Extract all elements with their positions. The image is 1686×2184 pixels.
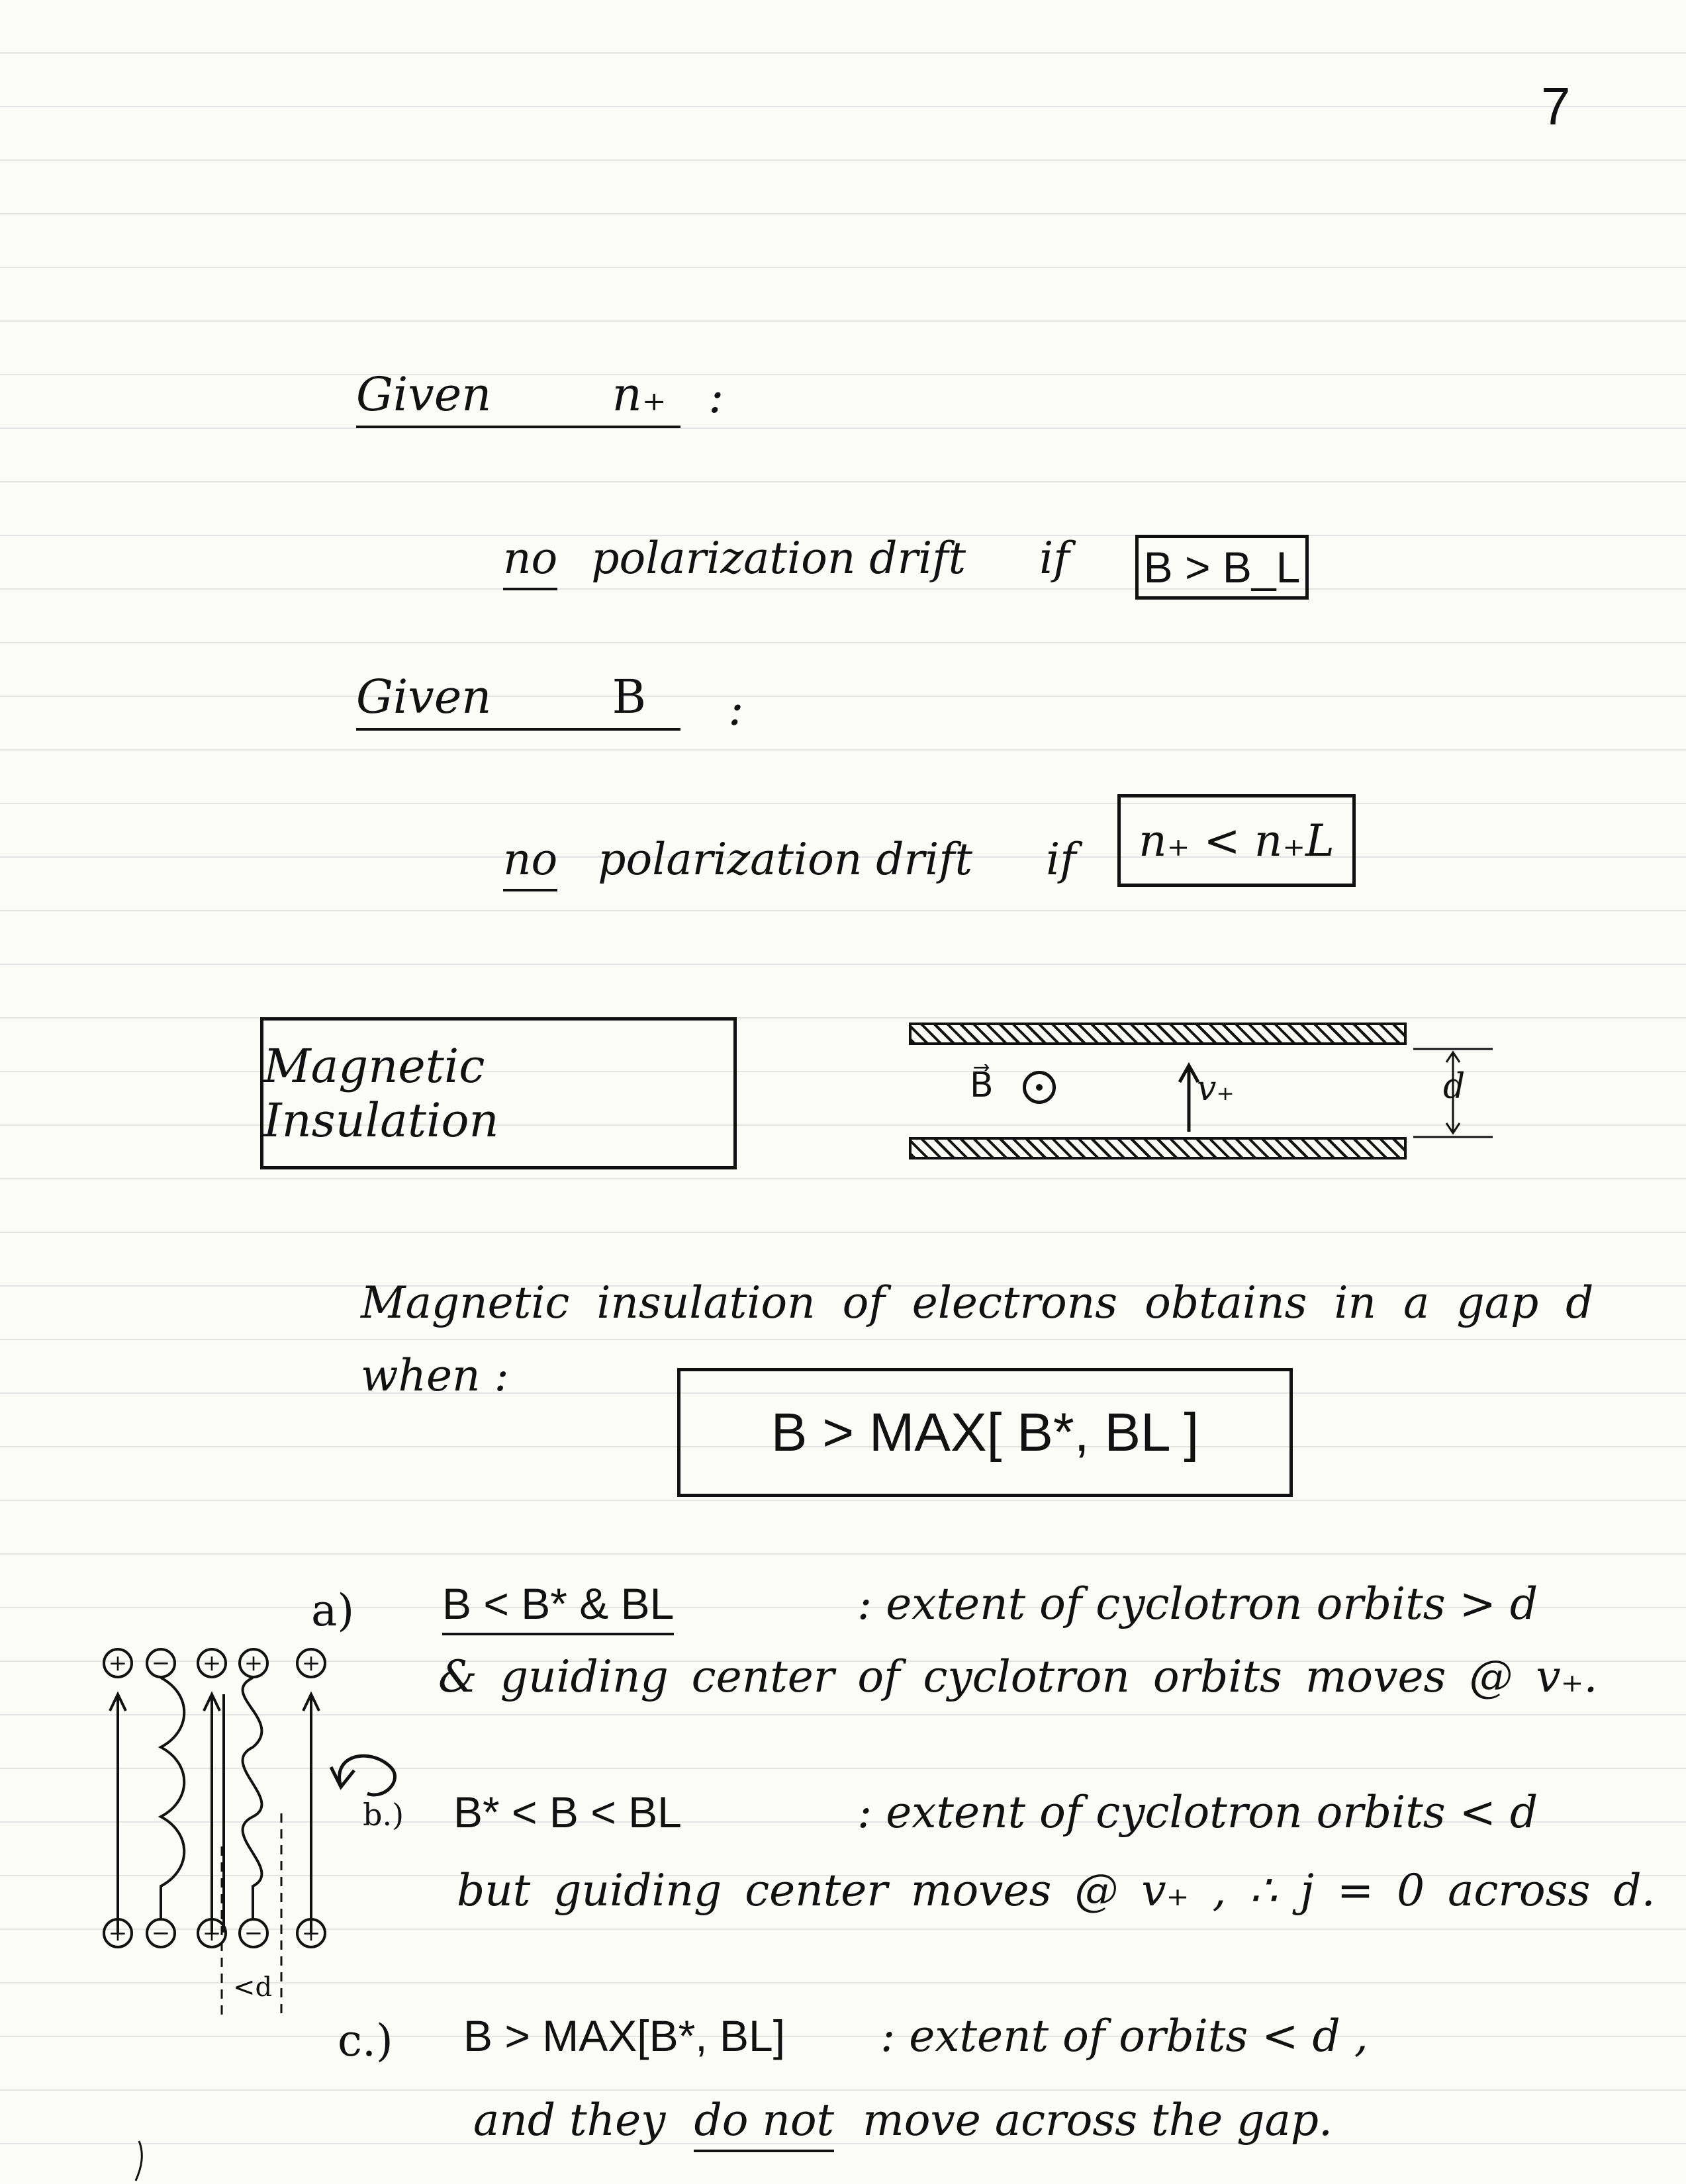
given-variable: B [612,670,647,724]
charge-sign: + [202,1920,222,1946]
given-label: Given [356,670,492,724]
insulation-criterion: B > MAX[ B*, BL ] [771,1402,1199,1463]
charge-sign: + [301,1920,321,1946]
page-number: 7 [1541,77,1571,136]
charge-circle [197,1648,227,1678]
condition-text: polarization drift [598,834,973,885]
charge-circle [238,1648,269,1678]
case-c-emphasis: do not [694,2095,834,2152]
section-title: Magnetic Insulation [263,1039,499,1148]
intro-line-1: Magnetic insulation of electrons obtains in a gap d [361,1277,1594,1328]
sketch-gap-label: <d [233,1972,273,2003]
charge-sign: + [202,1650,222,1676]
charge-sign: + [108,1920,128,1946]
no-word: no [503,834,557,891]
gap-dimension [1413,1049,1493,1137]
gap-label: d [1443,1067,1466,1107]
charge-sign: − [151,1920,171,1946]
b-field-label: B⃗ [970,1066,994,1105]
given-colon-2: : [728,682,744,736]
if-word: if [1039,533,1070,584]
charge-sign: + [301,1650,321,1676]
case-c-line-2-start: and they [473,2095,666,2146]
charge-circle [103,1918,133,1948]
given-variable: n₊ [612,367,667,422]
case-a-condition: B < B* & BL [442,1578,674,1635]
case-a-label: a) [311,1585,355,1636]
charge-circle [296,1918,326,1948]
charge-circle [103,1648,133,1678]
case-c-label: c.) [338,2015,393,2066]
case-c-line-1: : extent of orbits < d , [880,2011,1368,2062]
given-colon-1: : [708,369,724,424]
intro-line-2: when : [361,1350,509,1401]
case-c-condition: B > MAX[B*, BL] [463,2011,786,2060]
charge-circle [296,1648,326,1678]
charge-circle [197,1918,227,1948]
return-arrow-icon [331,1756,395,1795]
velocity-arrow [1180,1066,1198,1132]
charge-sign: − [244,1920,263,1946]
boxed-result-text: B > B_L [1143,543,1301,592]
case-b-condition: B* < B < BL [453,1788,682,1837]
boxed-result-text: n₊ < n₊L [1139,815,1335,866]
charge-circle [146,1648,176,1678]
case-b-label: b.) [363,1797,404,1833]
margin-stroke [136,2141,142,2181]
if-word: if [1046,834,1076,885]
no-word: no [503,533,557,590]
given-label: Given [356,367,492,422]
charge-sign: + [108,1650,128,1676]
orbit-sketch [110,1678,319,2019]
charge-circle [238,1918,269,1948]
case-b-line-2: but guiding center moves @ v₊ , ∴ j = 0 across d. [457,1865,1656,1916]
case-a-line-1: : extent of cyclotron orbits > d [857,1578,1538,1629]
case-c-line-2-end: move across the gap. [863,2095,1333,2146]
charge-circle [146,1918,176,1948]
charge-sign: − [151,1650,171,1676]
case-b-line-1: : extent of cyclotron orbits < d [857,1787,1538,1838]
velocity-label: v₊ [1197,1069,1235,1109]
charge-sign: + [244,1650,263,1676]
case-a-line-2: & guiding center of cyclotron orbits moves @ v₊. [438,1651,1598,1702]
condition-text: polarization drift [591,533,966,584]
